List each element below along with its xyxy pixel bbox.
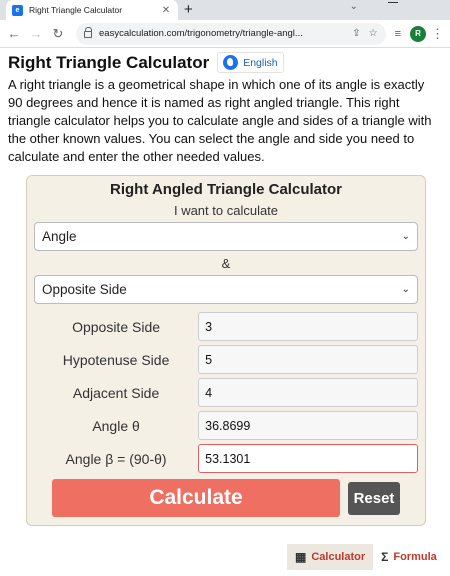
calculator-icon: ▦ — [295, 550, 307, 564]
angle-beta-label: Angle β = (90-θ) — [65, 450, 167, 467]
reload-icon[interactable]: ↻ — [52, 25, 64, 41]
back-arrow-icon[interactable]: ← — [7, 26, 21, 41]
field-row-hypotenuse — [34, 343, 418, 376]
site-favicon-icon: e — [12, 5, 23, 16]
chevron-down-icon: ⌄ — [401, 284, 410, 295]
tab-formula-label: Formula — [393, 551, 437, 563]
bookmark-star-icon[interactable]: ☆ — [368, 28, 378, 39]
tab-formula[interactable] — [373, 544, 445, 570]
window-minimize-icon[interactable] — [388, 2, 398, 3]
side-select[interactable] — [34, 275, 418, 304]
hypotenuse-side-input[interactable]: 5 — [198, 345, 418, 374]
page-content — [0, 48, 450, 526]
calculator-title: Right Angled Triangle Calculator — [110, 181, 342, 198]
page-title: Right Triangle Calculator — [8, 52, 210, 72]
language-selector[interactable] — [217, 52, 283, 73]
field-row-opposite — [34, 310, 418, 343]
calculate-button[interactable]: Calculate — [52, 479, 340, 517]
lock-icon — [84, 31, 92, 38]
calculator-panel — [26, 175, 426, 526]
share-icon[interactable]: ⇪ — [352, 28, 361, 39]
browser-toolbar — [0, 20, 450, 48]
reset-button[interactable]: Reset — [348, 482, 400, 515]
address-bar[interactable] — [76, 23, 386, 45]
chevron-down-icon: ⌄ — [401, 231, 410, 242]
bottom-tabs — [287, 544, 445, 570]
tab-calculator-label: Calculator — [311, 551, 366, 563]
reading-list-icon[interactable]: ≡ — [394, 27, 401, 40]
select-value: Opposite Side — [42, 282, 127, 297]
hypotenuse-side-label: Hypotenuse Side — [62, 351, 170, 368]
input-fields — [34, 310, 418, 475]
angle-theta-label: Angle θ — [92, 417, 140, 434]
new-tab-button[interactable]: + — [184, 1, 193, 18]
field-row-angle-theta — [34, 409, 418, 442]
more-menu-icon[interactable]: ⋮ — [431, 25, 444, 41]
tab-search-chevron-icon[interactable]: ⌄ — [349, 1, 358, 12]
angle-theta-input[interactable]: 36.8699 — [198, 411, 418, 440]
calculate-what-select[interactable] — [34, 222, 418, 251]
intro-paragraph: A right triangle is a geometrical shape in which one of its angle is exactly 90 degrees and hence it is named as right angled triangle. This right triangle calculator helps you to calculate angle and sides of a triangle with the other known values. You can select the angle and side you need to calculate and enter the other needed values. — [8, 77, 432, 164]
opposite-side-input[interactable]: 3 — [198, 312, 418, 341]
title-row — [8, 52, 442, 73]
adjacent-side-input[interactable]: 4 — [198, 378, 418, 407]
field-row-adjacent — [34, 376, 418, 409]
tab-calculator[interactable] — [287, 544, 373, 570]
tab-close-icon[interactable]: ✕ — [161, 4, 171, 16]
language-label: English — [243, 56, 278, 69]
url-text[interactable]: easycalculation.com/trigonometry/triangle-angl... — [99, 28, 303, 39]
profile-avatar[interactable]: R — [410, 26, 426, 42]
button-row — [34, 479, 418, 517]
tab-title: Right Triangle Calculator — [29, 5, 123, 15]
adjacent-side-label: Adjacent Side — [72, 384, 160, 401]
opposite-side-label: Opposite Side — [72, 318, 161, 335]
browser-tab-bar — [0, 0, 450, 20]
calculator-subtitle: I want to calculate — [173, 203, 279, 218]
angle-beta-input[interactable]: 53.1301 — [198, 444, 418, 473]
sigma-icon: Σ — [381, 550, 389, 564]
browser-tab[interactable] — [6, 0, 178, 20]
field-row-angle-beta — [34, 442, 418, 475]
select-value: Angle — [42, 229, 77, 244]
forward-arrow-icon[interactable]: → — [29, 26, 43, 41]
google-translate-icon — [223, 55, 238, 70]
ampersand-label: & — [221, 256, 231, 271]
